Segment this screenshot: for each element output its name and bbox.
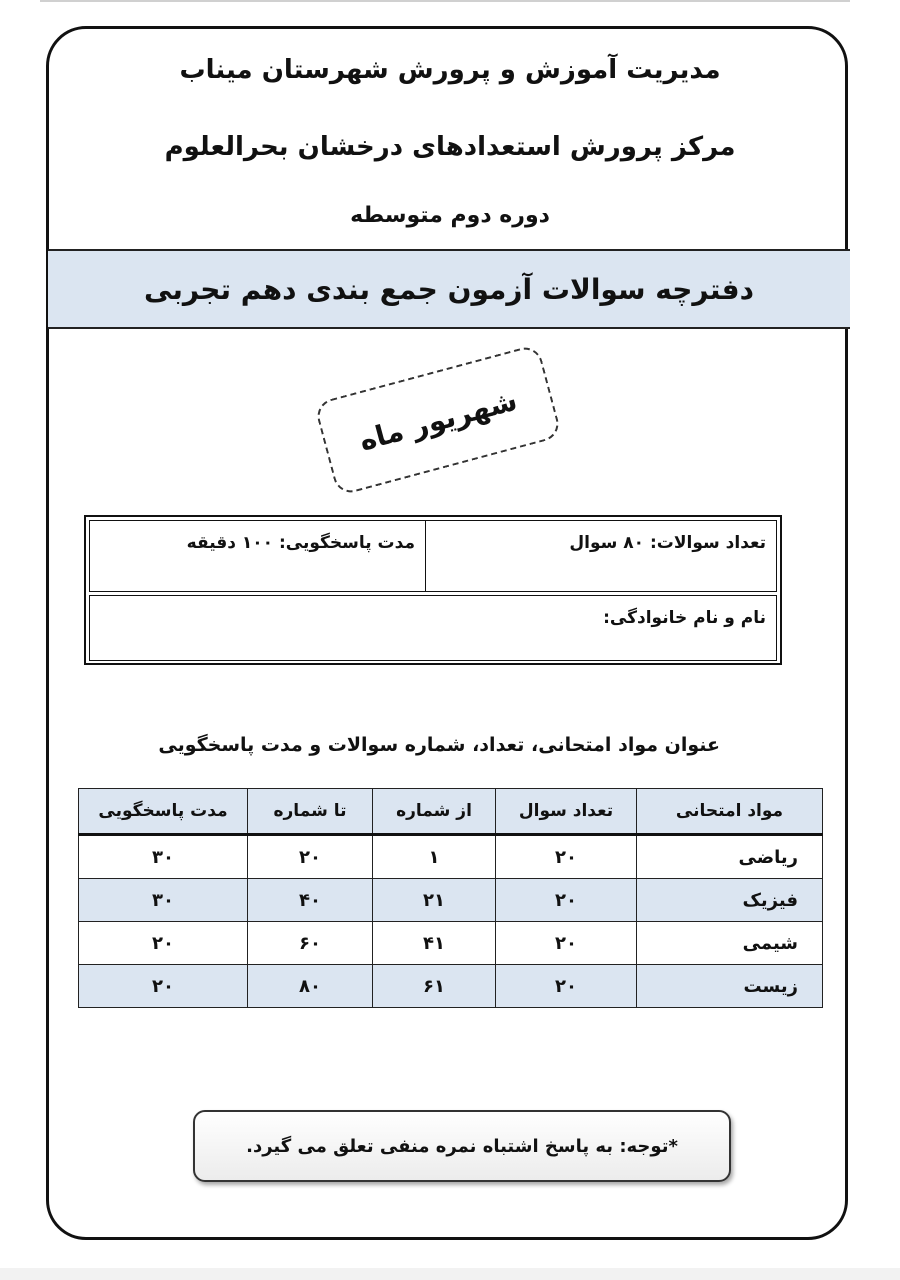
month-stamp-text: شهریور ماه — [355, 383, 521, 457]
booklet-title: دفترچه سوالات آزمون جمع بندی دهم تجربی — [144, 272, 754, 306]
table-cell: ۲۰ — [496, 879, 637, 922]
subjects-table-caption: عنوان مواد امتحانی، تعداد، شماره سوالات و مدت پاسخگویی — [158, 734, 720, 756]
answer-duration: مدت پاسخگویی: ۱۰۰ دقیقه — [186, 533, 415, 553]
header-line-1: مدیریت آموزش و پرورش شهرستان میناب — [179, 55, 721, 85]
table-row — [79, 879, 823, 922]
table-cell: ۲۰ — [496, 922, 637, 965]
table-cell: فیزیک — [637, 879, 823, 922]
questions-count-cell — [425, 520, 777, 592]
table-row — [79, 835, 823, 879]
table-cell: ۲۰ — [496, 835, 637, 879]
table-cell: ۴۱ — [373, 922, 496, 965]
table-row — [79, 922, 823, 965]
top-divider — [40, 0, 850, 2]
header-line-2: مرکز پرورش استعدادهای درخشان بحرالعلوم — [164, 132, 736, 162]
table-cell: ۱ — [373, 835, 496, 879]
table-cell: ۶۰ — [248, 922, 373, 965]
table-cell: ریاضی — [637, 835, 823, 879]
booklet-title-banner — [48, 249, 850, 329]
table-header: از شماره — [373, 789, 496, 835]
table-cell: ۳۰ — [79, 879, 248, 922]
questions-count: تعداد سوالات: ۸۰ سوال — [569, 533, 766, 553]
table-cell: شیمی — [637, 922, 823, 965]
table-row — [79, 965, 823, 1008]
table-cell: ۳۰ — [79, 835, 248, 879]
table-header: مواد امتحانی — [637, 789, 823, 835]
table-header: مدت پاسخگویی — [79, 789, 248, 835]
table-cell: زیست — [637, 965, 823, 1008]
student-name-label: نام و نام خانوادگی: — [603, 608, 766, 628]
exam-info-box — [84, 515, 782, 665]
table-header: تا شماره — [248, 789, 373, 835]
header-line-3: دوره دوم متوسطه — [350, 203, 550, 228]
table-cell: ۶۱ — [373, 965, 496, 1008]
table-cell: ۲۰ — [496, 965, 637, 1008]
table-cell: ۲۰ — [79, 922, 248, 965]
table-cell: ۸۰ — [248, 965, 373, 1008]
subjects-table — [78, 788, 823, 1008]
table-cell: ۴۰ — [248, 879, 373, 922]
table-header-row — [79, 789, 823, 835]
table-cell: ۲۱ — [373, 879, 496, 922]
duration-cell — [89, 520, 426, 592]
table-cell: ۲۰ — [79, 965, 248, 1008]
table-cell: ۲۰ — [248, 835, 373, 879]
note-text: *توجه: به پاسخ اشتباه نمره منفی تعلق می گیرد. — [246, 1135, 678, 1157]
negative-marking-note — [193, 1110, 731, 1182]
table-header: تعداد سوال — [496, 789, 637, 835]
student-name-cell — [89, 595, 777, 661]
